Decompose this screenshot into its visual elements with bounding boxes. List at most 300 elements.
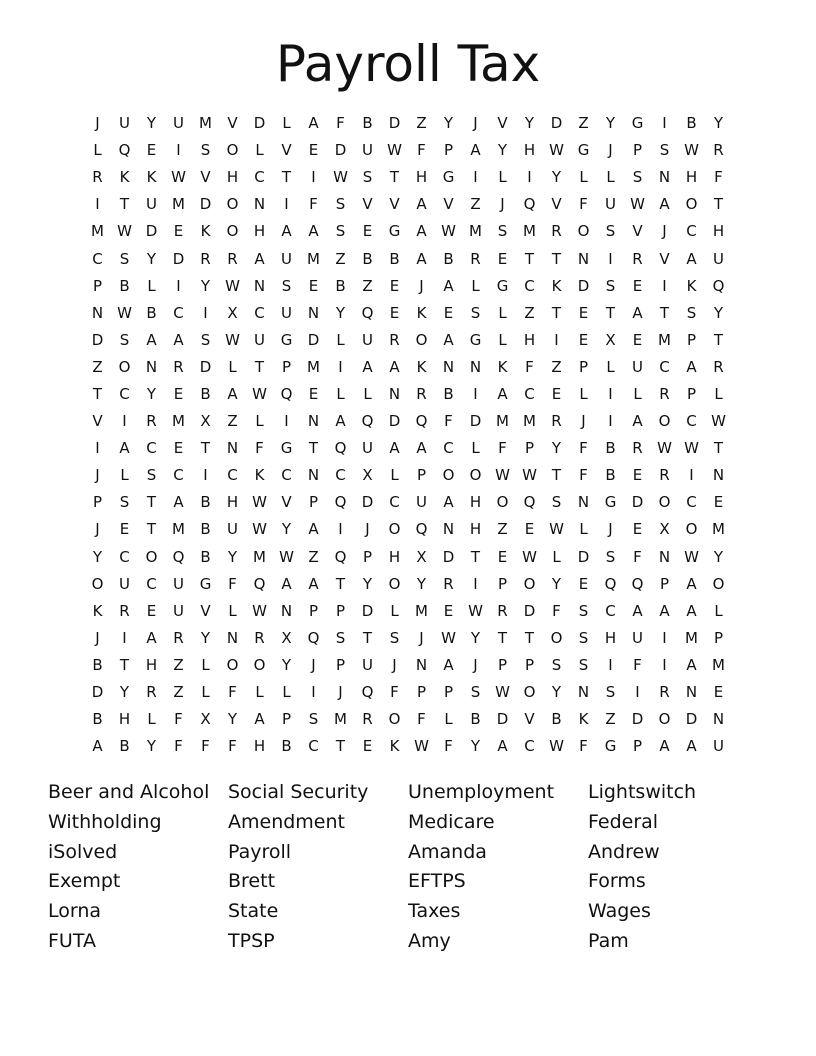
letter-cell[interactable]: I [473,168,478,187]
letter-cell[interactable]: P [524,655,535,674]
letter-cell[interactable]: F [309,195,318,214]
letter-cell[interactable]: F [336,114,345,133]
letter-cell[interactable]: M [334,710,347,729]
letter-cell[interactable]: T [335,737,346,756]
letter-cell[interactable]: G [496,276,509,295]
letter-cell[interactable]: W [441,222,456,241]
letter-cell[interactable]: Y [713,303,724,322]
letter-cell[interactable]: B [335,276,346,295]
letter-cell[interactable]: Q [334,547,347,566]
letter-cell[interactable]: D [550,114,563,133]
letter-cell[interactable]: Y [470,737,481,756]
letter-cell[interactable]: W [630,195,645,214]
letter-cell[interactable]: P [524,439,535,458]
letter-cell[interactable]: D [172,249,185,268]
letter-cell[interactable]: I [203,303,208,322]
letter-cell[interactable]: W [495,466,510,485]
letter-cell[interactable]: T [335,574,346,593]
letter-cell[interactable]: Y [362,574,373,593]
letter-cell[interactable]: R [146,683,157,702]
letter-cell[interactable]: I [662,276,667,295]
letter-cell[interactable]: Z [470,195,481,214]
letter-cell[interactable]: U [173,601,184,620]
letter-cell[interactable]: K [92,601,103,620]
letter-cell[interactable]: A [443,276,454,295]
letter-cell[interactable]: L [471,276,480,295]
letter-cell[interactable]: Y [551,168,562,187]
letter-cell[interactable]: C [173,303,184,322]
letter-cell[interactable]: L [336,330,345,349]
letter-cell[interactable]: S [335,628,346,647]
letter-cell[interactable]: T [524,249,535,268]
letter-cell[interactable]: Q [523,493,536,512]
letter-cell[interactable]: M [172,195,185,214]
letter-cell[interactable]: U [362,655,373,674]
letter-cell[interactable]: C [335,466,346,485]
letter-cell[interactable]: Z [173,683,184,702]
letter-cell[interactable]: P [632,737,643,756]
letter-cell[interactable]: K [578,710,589,729]
letter-cell[interactable]: C [92,249,103,268]
letter-cell[interactable]: L [498,330,507,349]
letter-cell[interactable]: A [686,601,697,620]
letter-cell[interactable]: Y [470,628,481,647]
letter-cell[interactable]: I [95,439,100,458]
letter-cell[interactable]: L [201,683,210,702]
letter-cell[interactable]: H [388,547,401,566]
letter-cell[interactable]: P [362,547,373,566]
letter-cell[interactable]: Q [118,141,131,160]
letter-cell[interactable]: I [608,655,613,674]
letter-cell[interactable]: S [119,493,130,512]
letter-cell[interactable]: N [658,547,671,566]
letter-cell[interactable]: U [632,357,643,376]
letter-cell[interactable]: Z [524,303,535,322]
letter-cell[interactable]: Y [713,547,724,566]
letter-cell[interactable]: Y [281,520,292,539]
letter-cell[interactable]: O [469,466,482,485]
letter-cell[interactable]: E [389,303,400,322]
letter-cell[interactable]: M [415,601,428,620]
letter-cell[interactable]: T [713,330,724,349]
letter-cell[interactable]: Q [307,628,320,647]
letter-cell[interactable]: E [146,601,157,620]
letter-cell[interactable]: N [712,710,725,729]
letter-cell[interactable]: W [549,520,564,539]
letter-cell[interactable]: S [362,168,373,187]
letter-cell[interactable]: J [311,655,316,674]
letter-cell[interactable]: K [146,168,157,187]
letter-cell[interactable]: U [281,249,292,268]
letter-cell[interactable]: C [254,303,265,322]
letter-cell[interactable]: E [632,330,643,349]
letter-cell[interactable]: I [338,520,343,539]
letter-cell[interactable]: C [173,466,184,485]
letter-cell[interactable]: C [389,493,400,512]
letter-cell[interactable]: C [524,276,535,295]
letter-cell[interactable]: R [470,249,481,268]
letter-cell[interactable]: Q [631,574,644,593]
letter-cell[interactable]: F [228,683,237,702]
letter-cell[interactable]: P [281,357,292,376]
letter-cell[interactable]: B [470,710,481,729]
letter-cell[interactable]: R [173,357,184,376]
letter-cell[interactable]: Z [362,276,373,295]
letter-cell[interactable]: K [497,357,508,376]
letter-cell[interactable]: L [633,384,642,403]
letter-cell[interactable]: I [608,249,613,268]
letter-cell[interactable]: T [119,195,130,214]
letter-cell[interactable]: A [443,655,454,674]
letter-cell[interactable]: I [527,168,532,187]
letter-cell[interactable]: L [255,683,264,702]
letter-cell[interactable]: O [685,520,698,539]
letter-cell[interactable]: I [122,628,127,647]
letter-cell[interactable]: E [173,384,184,403]
letter-cell[interactable]: Q [280,384,293,403]
letter-cell[interactable]: W [117,222,132,241]
letter-cell[interactable]: H [253,737,266,756]
letter-cell[interactable]: E [578,574,589,593]
letter-cell[interactable]: F [579,195,588,214]
letter-cell[interactable]: G [199,574,212,593]
letter-cell[interactable]: A [470,141,481,160]
letter-cell[interactable]: B [119,276,130,295]
letter-cell[interactable]: L [228,601,237,620]
letter-cell[interactable]: P [578,357,589,376]
letter-cell[interactable]: N [91,303,104,322]
letter-cell[interactable]: C [227,466,238,485]
letter-cell[interactable]: B [119,737,130,756]
letter-cell[interactable]: W [252,520,267,539]
letter-cell[interactable]: S [605,222,616,241]
letter-cell[interactable]: I [95,195,100,214]
letter-cell[interactable]: Z [416,114,427,133]
letter-cell[interactable]: E [578,303,589,322]
letter-cell[interactable]: W [549,141,564,160]
letter-cell[interactable]: E [578,330,589,349]
letter-cell[interactable]: W [225,330,240,349]
letter-cell[interactable]: E [713,683,724,702]
letter-cell[interactable]: R [92,168,103,187]
letter-cell[interactable]: S [605,547,616,566]
letter-cell[interactable]: A [497,384,508,403]
letter-cell[interactable]: O [226,655,239,674]
letter-cell[interactable]: A [173,330,184,349]
letter-cell[interactable]: N [307,412,320,431]
letter-cell[interactable]: L [444,710,453,729]
letter-cell[interactable]: W [495,683,510,702]
letter-cell[interactable]: C [524,384,535,403]
letter-cell[interactable]: V [281,493,292,512]
letter-cell[interactable]: J [662,222,667,241]
letter-cell[interactable]: P [686,330,697,349]
letter-cell[interactable]: D [361,493,374,512]
letter-cell[interactable]: S [335,195,346,214]
letter-cell[interactable]: C [524,737,535,756]
letter-cell[interactable]: O [118,357,131,376]
letter-cell[interactable]: M [253,547,266,566]
letter-cell[interactable]: W [441,628,456,647]
letter-cell[interactable]: V [443,195,454,214]
letter-cell[interactable]: L [282,683,291,702]
letter-cell[interactable]: O [388,520,401,539]
letter-cell[interactable]: A [227,384,238,403]
letter-cell[interactable]: D [334,141,347,160]
letter-cell[interactable]: D [577,276,590,295]
letter-cell[interactable]: U [362,439,373,458]
letter-cell[interactable]: I [473,574,478,593]
letter-cell[interactable]: S [659,141,670,160]
letter-cell[interactable]: F [444,412,453,431]
letter-cell[interactable]: Q [361,412,374,431]
letter-cell[interactable]: M [712,520,725,539]
letter-cell[interactable]: T [92,384,103,403]
letter-cell[interactable]: D [496,710,509,729]
letter-cell[interactable]: F [714,168,723,187]
letter-cell[interactable]: Y [146,737,157,756]
letter-cell[interactable]: W [225,276,240,295]
letter-cell[interactable]: E [146,141,157,160]
letter-cell[interactable]: B [146,303,157,322]
letter-cell[interactable]: X [200,710,211,729]
letter-cell[interactable]: D [361,601,374,620]
letter-cell[interactable]: Q [334,493,347,512]
letter-cell[interactable]: A [173,493,184,512]
letter-cell[interactable]: O [226,195,239,214]
letter-cell[interactable]: A [281,222,292,241]
letter-cell[interactable]: Y [119,683,130,702]
letter-cell[interactable]: A [92,737,103,756]
letter-cell[interactable]: N [280,601,293,620]
letter-cell[interactable]: H [469,520,482,539]
letter-cell[interactable]: L [255,141,264,160]
letter-cell[interactable]: Y [335,303,346,322]
letter-cell[interactable]: V [659,249,670,268]
letter-cell[interactable]: G [577,141,590,160]
letter-cell[interactable]: W [684,547,699,566]
letter-cell[interactable]: W [684,141,699,160]
letter-cell[interactable]: S [389,628,400,647]
letter-cell[interactable]: E [362,222,373,241]
letter-cell[interactable]: V [632,222,643,241]
letter-cell[interactable]: X [416,547,427,566]
letter-cell[interactable]: W [252,384,267,403]
letter-cell[interactable]: W [657,439,672,458]
letter-cell[interactable]: E [308,384,319,403]
letter-cell[interactable]: L [228,357,237,376]
letter-cell[interactable]: P [659,574,670,593]
letter-cell[interactable]: R [416,384,427,403]
letter-cell[interactable]: B [92,710,103,729]
letter-cell[interactable]: X [659,520,670,539]
letter-cell[interactable]: P [632,141,643,160]
letter-cell[interactable]: C [443,439,454,458]
letter-cell[interactable]: P [335,601,346,620]
letter-cell[interactable]: Z [551,357,562,376]
letter-cell[interactable]: Q [604,574,617,593]
letter-cell[interactable]: D [388,114,401,133]
letter-cell[interactable]: F [525,357,534,376]
letter-cell[interactable]: A [416,222,427,241]
letter-cell[interactable]: T [524,628,535,647]
letter-cell[interactable]: Y [713,114,724,133]
letter-cell[interactable]: B [200,493,211,512]
letter-cell[interactable]: R [227,249,238,268]
letter-cell[interactable]: S [578,655,589,674]
letter-cell[interactable]: T [146,520,157,539]
letter-cell[interactable]: L [390,601,399,620]
letter-cell[interactable]: B [686,114,697,133]
letter-cell[interactable]: R [497,601,508,620]
letter-cell[interactable]: B [200,384,211,403]
letter-cell[interactable]: Q [523,195,536,214]
letter-cell[interactable]: R [551,222,562,241]
letter-cell[interactable]: Q [334,439,347,458]
letter-cell[interactable]: M [469,222,482,241]
letter-cell[interactable]: A [146,330,157,349]
letter-cell[interactable]: O [226,141,239,160]
letter-cell[interactable]: B [443,249,454,268]
letter-cell[interactable]: B [362,114,373,133]
letter-cell[interactable]: P [335,655,346,674]
letter-cell[interactable]: P [308,601,319,620]
letter-cell[interactable]: V [200,601,211,620]
letter-cell[interactable]: H [712,222,725,241]
letter-cell[interactable]: G [631,114,644,133]
letter-cell[interactable]: W [252,493,267,512]
letter-cell[interactable]: O [442,466,455,485]
letter-cell[interactable]: N [577,493,590,512]
letter-cell[interactable]: W [711,412,726,431]
letter-cell[interactable]: T [713,195,724,214]
letter-cell[interactable]: I [608,384,613,403]
letter-cell[interactable]: E [497,547,508,566]
letter-cell[interactable]: F [174,737,183,756]
letter-cell[interactable]: G [604,493,617,512]
letter-cell[interactable]: F [228,737,237,756]
letter-cell[interactable]: K [416,357,427,376]
letter-cell[interactable]: U [227,520,238,539]
letter-cell[interactable]: N [253,195,266,214]
letter-cell[interactable]: Z [92,357,103,376]
letter-cell[interactable]: S [119,249,130,268]
letter-cell[interactable]: O [388,574,401,593]
letter-cell[interactable]: J [581,412,586,431]
letter-cell[interactable]: L [147,276,156,295]
letter-cell[interactable]: J [419,628,424,647]
letter-cell[interactable]: J [95,466,100,485]
letter-cell[interactable]: S [578,628,589,647]
letter-cell[interactable]: I [176,141,181,160]
letter-cell[interactable]: L [471,439,480,458]
letter-cell[interactable]: Z [173,655,184,674]
letter-cell[interactable]: F [498,439,507,458]
letter-cell[interactable]: A [659,737,670,756]
letter-cell[interactable]: E [497,249,508,268]
letter-cell[interactable]: P [281,710,292,729]
letter-cell[interactable]: O [658,412,671,431]
letter-cell[interactable]: W [549,737,564,756]
letter-cell[interactable]: B [605,466,616,485]
letter-cell[interactable]: O [226,222,239,241]
letter-cell[interactable]: M [91,222,104,241]
letter-cell[interactable]: E [173,222,184,241]
letter-cell[interactable]: O [145,547,158,566]
letter-cell[interactable]: I [284,195,289,214]
letter-cell[interactable]: A [254,710,265,729]
letter-cell[interactable]: R [713,357,724,376]
letter-cell[interactable]: N [442,357,455,376]
letter-cell[interactable]: E [308,276,319,295]
letter-cell[interactable]: I [176,276,181,295]
letter-cell[interactable]: Q [415,412,428,431]
letter-cell[interactable]: A [686,737,697,756]
letter-cell[interactable]: N [685,683,698,702]
letter-cell[interactable]: N [442,520,455,539]
letter-cell[interactable]: W [252,601,267,620]
letter-cell[interactable]: I [203,466,208,485]
letter-cell[interactable]: A [335,412,346,431]
letter-cell[interactable]: A [632,303,643,322]
letter-cell[interactable]: O [712,574,725,593]
letter-cell[interactable]: G [280,330,293,349]
letter-cell[interactable]: O [91,574,104,593]
letter-cell[interactable]: K [389,737,400,756]
letter-cell[interactable]: H [685,168,698,187]
letter-cell[interactable]: E [362,737,373,756]
letter-cell[interactable]: H [226,493,239,512]
letter-cell[interactable]: K [416,303,427,322]
letter-cell[interactable]: O [253,655,266,674]
letter-cell[interactable]: O [658,493,671,512]
letter-cell[interactable]: J [338,683,343,702]
letter-cell[interactable]: A [308,114,319,133]
letter-cell[interactable]: T [146,493,157,512]
letter-cell[interactable]: W [522,466,537,485]
letter-cell[interactable]: B [92,655,103,674]
letter-cell[interactable]: C [686,412,697,431]
letter-cell[interactable]: R [389,330,400,349]
letter-cell[interactable]: M [658,330,671,349]
letter-cell[interactable]: V [281,141,292,160]
letter-cell[interactable]: T [470,547,481,566]
letter-cell[interactable]: B [200,547,211,566]
letter-cell[interactable]: P [443,141,454,160]
letter-cell[interactable]: T [119,655,130,674]
letter-cell[interactable]: E [524,520,535,539]
letter-cell[interactable]: D [442,547,455,566]
letter-cell[interactable]: Y [551,574,562,593]
letter-cell[interactable]: G [442,168,455,187]
letter-cell[interactable]: S [308,710,319,729]
letter-cell[interactable]: A [389,357,400,376]
letter-cell[interactable]: N [307,303,320,322]
letter-cell[interactable]: F [255,439,264,458]
letter-cell[interactable]: Q [361,683,374,702]
letter-cell[interactable]: J [473,114,478,133]
letter-cell[interactable]: A [416,439,427,458]
letter-cell[interactable]: S [632,168,643,187]
letter-cell[interactable]: D [577,547,590,566]
letter-cell[interactable]: D [253,114,266,133]
letter-cell[interactable]: D [199,195,212,214]
letter-cell[interactable]: P [416,683,427,702]
letter-cell[interactable]: R [200,249,211,268]
letter-cell[interactable]: J [500,195,505,214]
letter-cell[interactable]: F [633,547,642,566]
letter-cell[interactable]: O [577,222,590,241]
